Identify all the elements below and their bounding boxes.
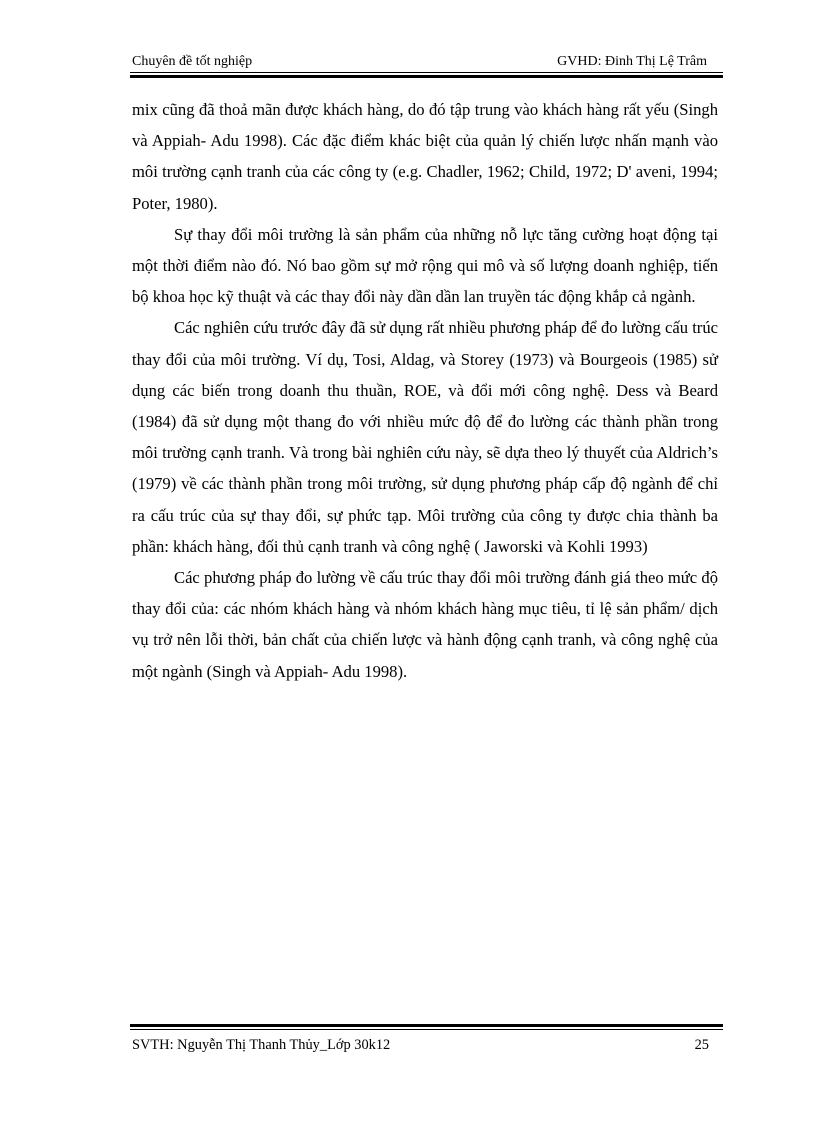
student-info: SVTH: Nguyễn Thị Thanh Thủy_Lớp 30k12 [132, 1037, 391, 1053]
page-body [132, 94, 718, 687]
page-footer [130, 1024, 723, 1064]
footer-divider [130, 1024, 723, 1030]
paragraph-2: Sự thay đổi môi trường là sản phẩm của những nỗ lực tăng cường hoạt động tại một thời điểm nào đó. Nó bao gồm sự mở rộng qui mô và số lượng doanh nghiệp, tiến bộ khoa học kỹ thuật và các thay đổi này dần dần lan truyền tác động khắp cả ngành. [132, 224, 718, 307]
header-divider [130, 72, 723, 78]
supervisor-name: GVHD: Đinh Thị Lệ Trâm [557, 54, 707, 69]
page-number: 25 [694, 1037, 709, 1053]
paragraph-3: Các nghiên cứu trước đây đã sử dụng rất nhiều phương pháp để đo lường cấu trúc thay đổi của môi trường. Ví dụ, Tosi, Aldag, và Storey (1973) và Bourgeois (1985) sử dụng các biến trong doanh thu thuần, ROE, và đổi mới công nghệ. Dess và Beard (1984) đã sử dụng một thang đo với nhiều mức độ để đo lường các thành phần trong môi trường cạnh tranh. Và trong bài nghiên cứu này, sẽ dựa theo lý thuyết của Aldrich’s (1979) về các thành phần trong môi trường, sử dụng phương pháp cấp độ ngành để chỉ ra cấu trúc của sự thay đổi, sự phức tạp. Môi trường của công ty được chia thành ba phần: khách hàng, đối thủ cạnh tranh và công nghệ ( Jaworski và Kohli 1993) [132, 318, 718, 556]
page-header [130, 52, 723, 76]
document-title: Chuyên đề tốt nghiệp [132, 54, 253, 69]
paragraph-4: Các phương pháp đo lường về cấu trúc thay đổi môi trường đánh giá theo mức độ thay đổi của: các nhóm khách hàng và nhóm khách hàng mục tiêu, tỉ lệ sản phẩm/ dịch vụ trở nên lỗi thời, bản chất của chiến lược và hành động cạnh tranh, và công nghệ của một ngành (Singh và Appiah- Adu 1998). [132, 568, 718, 681]
paragraph-1: mix cũng đã thoả mãn được khách hàng, do đó tập trung vào khách hàng rất yếu (Singh và Appiah- Adu 1998). Các đặc điểm khác biệt của quản lý chiến lược nhấn mạnh vào môi trường cạnh tranh của các công ty (e.g. Chadler, 1962; Child, 1972; D' aveni, 1994; Poter, 1980). [132, 100, 718, 213]
